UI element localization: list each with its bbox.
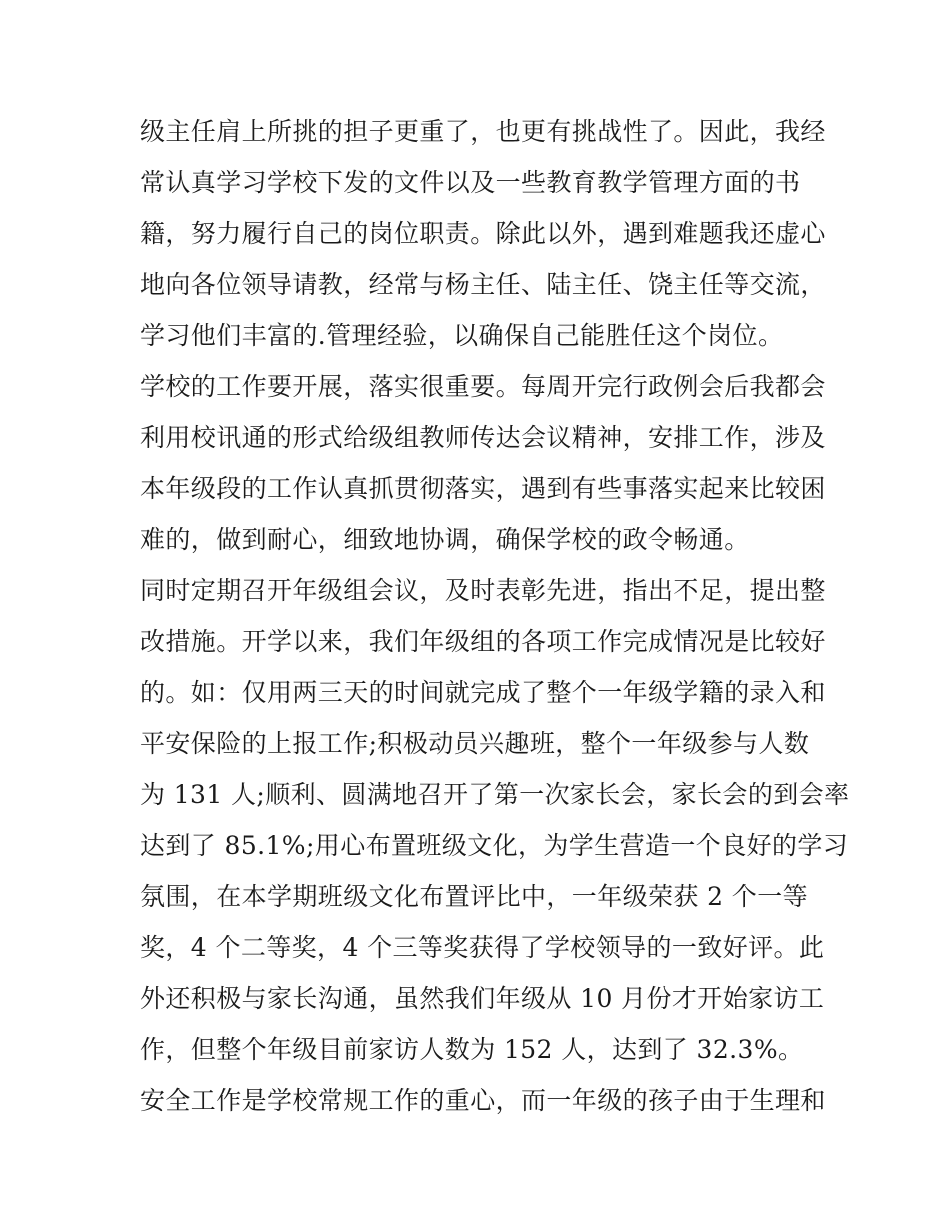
text-line: 难的，做到耐心，细致地协调，确保学校的政令畅通。 [140,525,750,554]
text-line: 安全工作是学校常规工作的重心，而一年级的孩子由于生理和 [140,1086,826,1115]
text-line: 级主任肩上所挑的担子更重了，也更有挑战性了。因此，我经 [140,117,826,146]
text-line: 本年级段的工作认真抓贯彻落实，遇到有些事落实起来比较困 [140,474,826,503]
text-line: 平安保险的上报工作;积极动员兴趣班，整个一年级参与人数 [140,729,810,758]
text-line: 外还积极与家长沟通，虽然我们年级从 10 月份才开始家访工 [140,984,825,1013]
text-line: 学校的工作要开展，落实很重要。每周开完行政例会后我都会 [140,372,826,401]
text-line: 的。如：仅用两三天的时间就完成了整个一年级学籍的录入和 [140,678,826,707]
text-line: 常认真学习学校下发的文件以及一些教育教学管理方面的书 [140,168,801,197]
text-line: 籍，努力履行自己的岗位职责。除此以外，遇到难题我还虚心 [140,219,826,248]
text-line: 奖，4 个二等奖，4 个三等奖获得了学校领导的一致好评。此 [140,933,825,962]
text-line: 达到了 85.1%;用心布置班级文化，为学生营造一个良好的学习 [140,831,849,860]
text-line: 地向各位领导请教，经常与杨主任、陆主任、饶主任等交流， [140,270,826,299]
text-line: 学习他们丰富的.管理经验，以确保自己能胜任这个岗位。 [140,321,784,350]
document-body [140,106,850,1126]
text-line: 作，但整个年级目前家访人数为 152 人，达到了 32.3%。 [140,1035,804,1064]
text-line: 氛围，在本学期班级文化布置评比中，一年级荣获 2 个一等 [140,882,809,911]
text-line: 同时定期召开年级组会议，及时表彰先进，指出不足，提出整 [140,576,826,605]
text-line: 利用校讯通的形式给级组教师传达会议精神，安排工作，涉及 [140,423,826,452]
text-line: 改措施。开学以来，我们年级组的各项工作完成情况是比较好 [140,627,826,656]
text-line: 为 131 人;顺利、圆满地召开了第一次家长会，家长会的到会率 [140,780,850,809]
